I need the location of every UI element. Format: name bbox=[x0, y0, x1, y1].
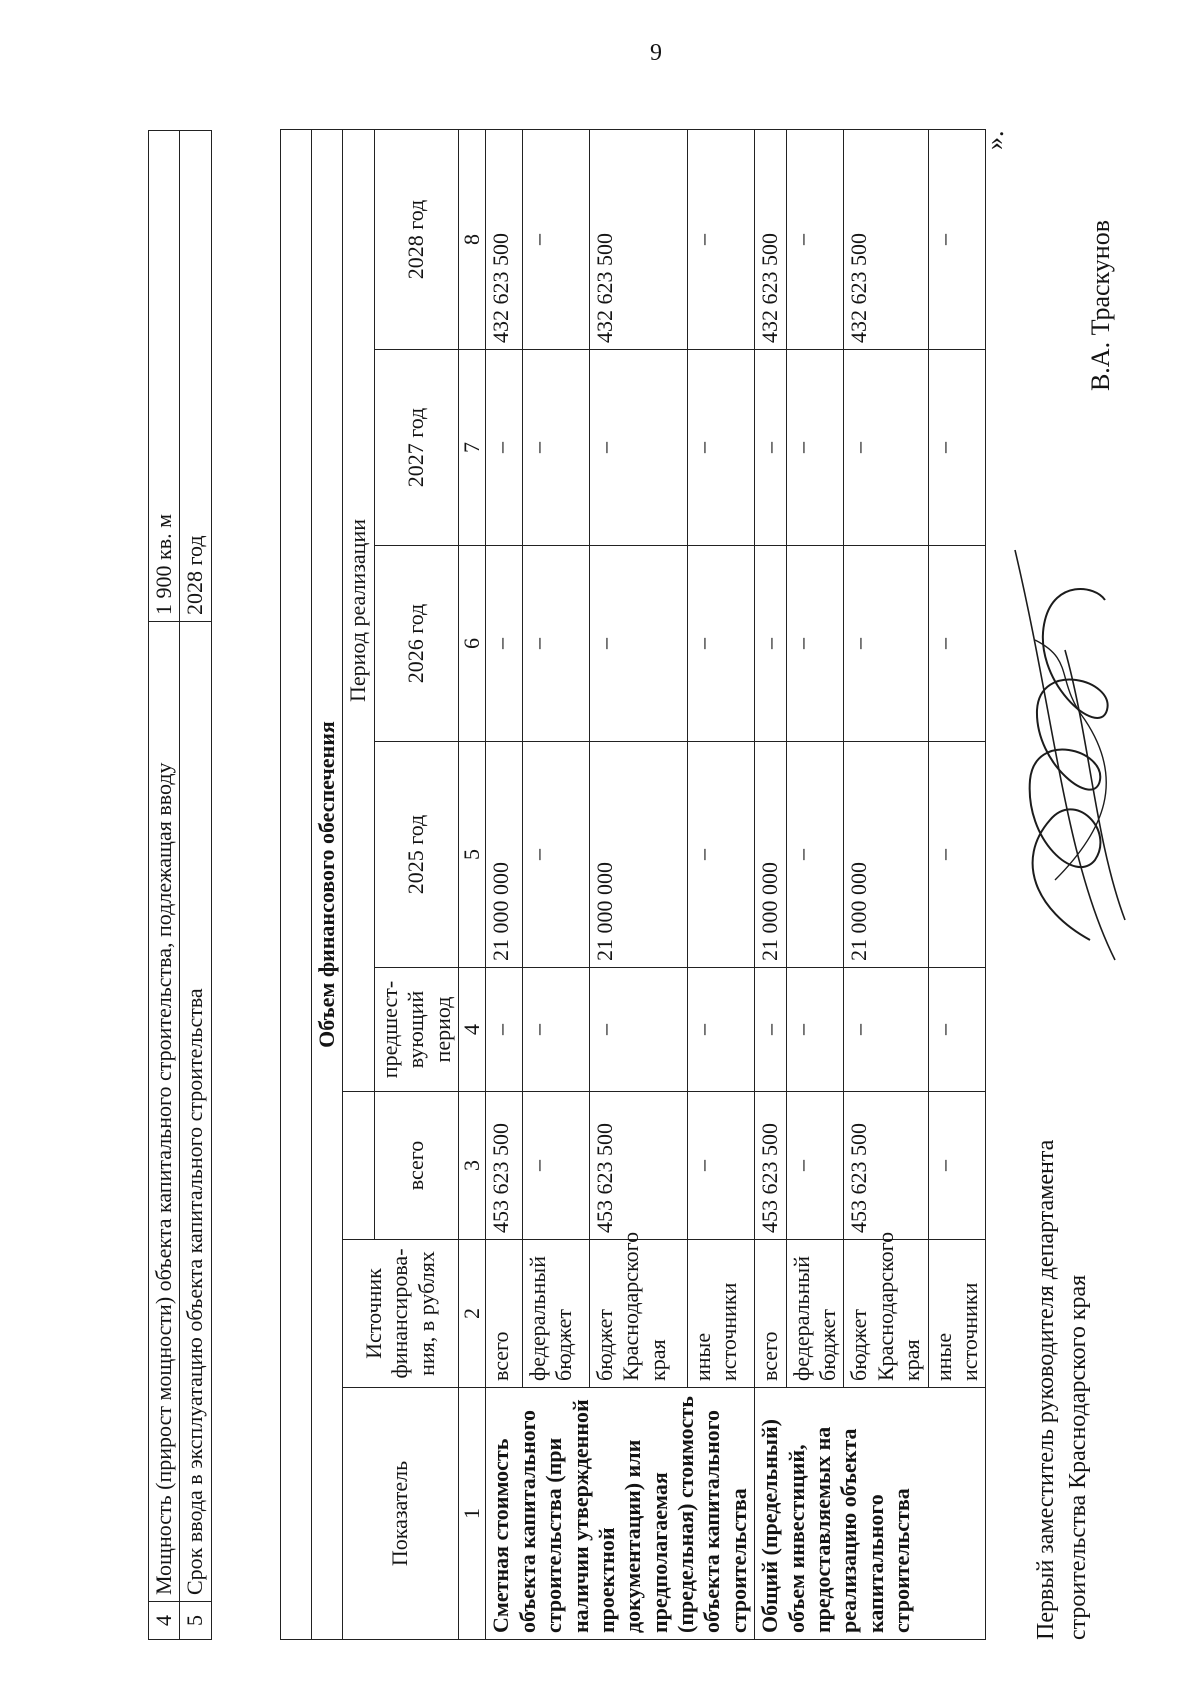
value-cell: – bbox=[786, 130, 844, 350]
value-cell: 432 623 500 bbox=[590, 130, 688, 350]
value-cell: – bbox=[522, 1092, 589, 1240]
column-number: 6 bbox=[458, 546, 485, 742]
value-cell: – bbox=[928, 742, 986, 968]
header-year: 2027 год bbox=[374, 350, 458, 546]
source-cell: всего bbox=[755, 1240, 786, 1388]
value-cell: – bbox=[755, 546, 786, 742]
column-number: 1 bbox=[458, 1388, 485, 1640]
value-cell: – bbox=[590, 968, 688, 1092]
value-cell: – bbox=[844, 968, 928, 1092]
column-number: 4 bbox=[458, 968, 485, 1092]
value-cell: 453 623 500 bbox=[755, 1092, 786, 1240]
value-cell: – bbox=[590, 546, 688, 742]
value-cell: – bbox=[786, 968, 844, 1092]
header-empty-left bbox=[343, 1092, 374, 1240]
source-cell: иные источники bbox=[688, 1240, 755, 1388]
info-row-number: 5 bbox=[180, 1602, 211, 1640]
header-indicator: Показатель bbox=[343, 1388, 459, 1640]
source-cell: бюджет Краснодарского края bbox=[844, 1240, 928, 1388]
column-number-row bbox=[458, 130, 485, 1640]
column-number: 2 bbox=[458, 1240, 485, 1388]
column-number: 8 bbox=[458, 130, 485, 350]
value-cell: – bbox=[522, 546, 589, 742]
source-cell: всего bbox=[486, 1240, 523, 1388]
value-cell: – bbox=[486, 968, 523, 1092]
value-cell: – bbox=[688, 1092, 755, 1240]
value-cell: 432 623 500 bbox=[755, 130, 786, 350]
info-row-capacity bbox=[149, 131, 180, 1640]
value-cell: 21 000 000 bbox=[844, 742, 928, 968]
value-cell: – bbox=[786, 350, 844, 546]
header-prev-period: предшест-вующий период bbox=[374, 968, 458, 1092]
indicator-cell: Общий (предельный) объем инвестиций, предоставляемых на реализацию объекта капитального строительства bbox=[755, 1388, 986, 1640]
value-cell: – bbox=[786, 1092, 844, 1240]
info-row-value: 2028 год bbox=[180, 131, 211, 622]
value-cell: – bbox=[688, 968, 755, 1092]
header-year: 2028 год bbox=[374, 130, 458, 350]
value-cell: 21 000 000 bbox=[590, 742, 688, 968]
value-cell: – bbox=[522, 742, 589, 968]
table-row bbox=[486, 130, 523, 1640]
value-cell: – bbox=[844, 546, 928, 742]
value-cell: 453 623 500 bbox=[590, 1092, 688, 1240]
source-cell: иные источники bbox=[928, 1240, 986, 1388]
spacer-cell bbox=[281, 130, 312, 1640]
value-cell: 453 623 500 bbox=[844, 1092, 928, 1240]
table-title-row bbox=[312, 130, 343, 1640]
source-cell: федеральный бюджет bbox=[522, 1240, 589, 1388]
source-cell: федеральный бюджет bbox=[786, 1240, 844, 1388]
source-cell: бюджет Краснодарского края bbox=[590, 1240, 688, 1388]
value-cell: – bbox=[688, 742, 755, 968]
value-cell: – bbox=[522, 350, 589, 546]
financing-section-title: Объем финансового обеспечения bbox=[312, 130, 343, 1640]
header-total: всего bbox=[374, 1092, 458, 1240]
header-period: Период реализации bbox=[343, 130, 374, 1092]
column-number: 3 bbox=[458, 1092, 485, 1240]
financing-body bbox=[486, 130, 986, 1640]
column-number: 5 bbox=[458, 742, 485, 968]
value-cell: – bbox=[688, 130, 755, 350]
value-cell: – bbox=[486, 546, 523, 742]
value-cell: – bbox=[755, 350, 786, 546]
value-cell: 21 000 000 bbox=[755, 742, 786, 968]
info-row-number: 4 bbox=[149, 1602, 180, 1640]
info-row-deadline bbox=[180, 131, 211, 1640]
value-cell: – bbox=[688, 350, 755, 546]
table-row bbox=[755, 130, 786, 1640]
table-spacer-row bbox=[281, 130, 312, 1640]
value-cell: – bbox=[786, 546, 844, 742]
financing-table bbox=[280, 129, 986, 1640]
value-cell: – bbox=[522, 130, 589, 350]
value-cell: – bbox=[844, 350, 928, 546]
signer-position: Первый заместитель руководителя департамента строительства Краснодарского края bbox=[1033, 1139, 1092, 1640]
value-cell: – bbox=[928, 350, 986, 546]
header-year: 2025 год bbox=[374, 742, 458, 968]
object-info-table bbox=[148, 130, 212, 1640]
signature-drawing bbox=[995, 540, 1145, 980]
value-cell: – bbox=[786, 742, 844, 968]
value-cell: 453 623 500 bbox=[486, 1092, 523, 1240]
value-cell: – bbox=[928, 1092, 986, 1240]
value-cell: – bbox=[688, 546, 755, 742]
value-cell: 432 623 500 bbox=[844, 130, 928, 350]
page-number: 9 bbox=[650, 40, 662, 66]
value-cell: – bbox=[486, 350, 523, 546]
value-cell: – bbox=[928, 546, 986, 742]
value-cell: – bbox=[928, 968, 986, 1092]
value-cell: 21 000 000 bbox=[486, 742, 523, 968]
header-row-1 bbox=[343, 130, 374, 1640]
info-row-value: 1 900 кв. м bbox=[149, 131, 180, 622]
value-cell: – bbox=[590, 350, 688, 546]
closing-quote: ». bbox=[980, 130, 1009, 150]
header-source: Источник финансирова-ния, в рублях bbox=[343, 1240, 459, 1388]
signer-name: В.А. Траскунов bbox=[1086, 220, 1115, 392]
value-cell: – bbox=[928, 130, 986, 350]
rotated-document-body bbox=[30, 80, 1130, 1680]
column-number: 7 bbox=[458, 350, 485, 546]
header-year: 2026 год bbox=[374, 546, 458, 742]
info-row-label: Срок ввода в эксплуатацию объекта капитального строительства bbox=[180, 622, 211, 1602]
indicator-cell: Сметная стоимость объекта капитального строительства (при наличии утвержденной проектной документации) или предполагаемая (предельная) стоимость объекта капитального строительства bbox=[486, 1388, 755, 1640]
info-row-label: Мощность (прирост мощности) объекта капитального строительства, подлежащая вводу bbox=[149, 622, 180, 1602]
value-cell: – bbox=[755, 968, 786, 1092]
value-cell: – bbox=[522, 968, 589, 1092]
value-cell: 432 623 500 bbox=[486, 130, 523, 350]
